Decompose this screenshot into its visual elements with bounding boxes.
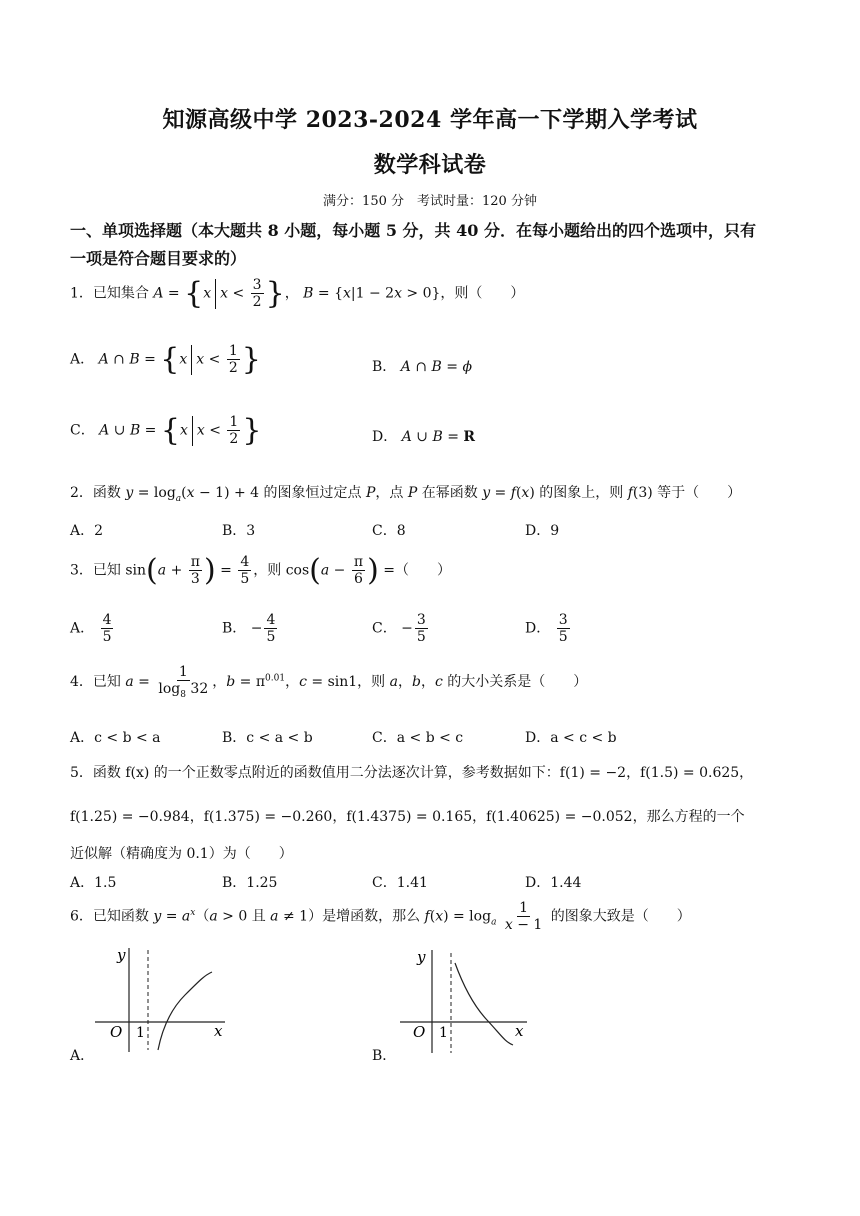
q1-option-b: B． A ∩ B = ϕ (372, 359, 472, 375)
exam-subtitle: 数学科试卷 (373, 152, 487, 178)
question-5-line3: 近似解（精确度为 0.1）为（ ） (70, 846, 293, 862)
q3-option-a: A． $\frac{4}{5}$ (70, 612, 112, 646)
q2-option-b: B．3 (222, 523, 256, 539)
q3-option-d: D． $\frac{3}{5}$ (525, 612, 568, 646)
graph-b (395, 945, 545, 1060)
q5-option-d: D．1.44 (525, 875, 582, 891)
graph-a-x-label: x (214, 1022, 223, 1040)
q1-option-d: D． A ∪ B = R (372, 429, 476, 445)
graph-b-x-label: x (515, 1022, 524, 1040)
exam-title: 知源高级中学 2023-2024 学年高一下学期入学考试 (162, 107, 698, 133)
q4-option-a: A．c < b < a (70, 730, 161, 746)
question-2: 2．函数 $y = \log_a(x - 1) + 4$ 的图象恒过定点 P，点 P 在幂函数 y = f(x) 的图象上，则 f(3) 等于（ ） (70, 485, 742, 504)
q5-option-b: B．1.25 (222, 875, 278, 891)
q4-option-c: C．a < b < c (372, 730, 464, 746)
graph-b-y-label: y (417, 948, 426, 966)
graph-a (90, 940, 240, 1055)
q2-option-a: A．2 (70, 523, 104, 539)
graph-a-origin: O (110, 1023, 123, 1041)
q3-option-b: B． − $\frac{4}{5}$ (222, 612, 276, 646)
q1-option-c: C． A ∪ B = {x x < $\frac{1}{2}$ } (70, 413, 262, 448)
graph-a-label: A． (70, 1048, 95, 1064)
graph-b-curve (455, 963, 513, 1045)
exam-meta: 满分：150 分 考试时量：120 分钟 (323, 194, 537, 209)
graph-b-origin: O (413, 1023, 426, 1041)
q2-option-c: C．8 (372, 523, 406, 539)
graph-b-label: B． (372, 1048, 397, 1064)
question-6: 6．已知函数 $y = a^x(a > 0$ 且 a ≠ 1）是增函数，那么 $f(x) = \log_a$ $\frac{1}{x - 1}$ 的图象大致是（ ） (70, 900, 691, 934)
graph-b-one: 1 (439, 1025, 448, 1041)
q3-option-c: C． − $\frac{3}{5}$ (372, 612, 426, 646)
graph-a-one: 1 (136, 1025, 145, 1041)
q4-option-b: B．c < a < b (222, 730, 313, 746)
section-heading-line2: 一项是符合题目要求的） (70, 249, 247, 268)
question-5-line2: f(1.25) = −0.984，f(1.375) = −0.260，f(1.4375) = 0.165，f(1.40625) = −0.052，那么方程的一个 (70, 809, 745, 825)
graph-a-curve (158, 972, 212, 1050)
section-heading-line1: 一、单项选择题（本大题共 8 小题，每小题 5 分，共 40 分．在每小题给出的四个选项中，只有 (70, 221, 756, 240)
question-3: 3．已知 sin(a + $\frac{\pi}{3}$ ) = $\frac{4}{5}$ ，则 cos(a − $\frac{\pi}{6}$ ) =（ ） (70, 553, 451, 588)
q2-option-d: D．9 (525, 523, 560, 539)
question-5-line1: 5．函数 f(x) 的一个正数零点附近的函数值用二分法逐次计算，参考数据如下：f(1) = −2，f(1.5) = 0.625， (70, 765, 754, 781)
q1-option-a: A． A ∩ B = {x x < $\frac{1}{2}$ } (70, 342, 261, 377)
question-4: 4．已知 a = $\frac{1}{\log_8 32}$ ，$b = \pi^{0.01}$，c = sin1，则 a，b，c 的大小关系是（ ） (70, 664, 588, 700)
graph-a-y-label: y (117, 946, 126, 964)
q5-option-a: A．1.5 (70, 875, 117, 891)
question-1: 1．已知集合 A = {x x < $\frac{3}{2}$ }， B = {x|1 − 2x > 0}，则（ ） (70, 276, 525, 311)
q5-option-c: C．1.41 (372, 875, 428, 891)
q4-option-d: D．a < c < b (525, 730, 617, 746)
